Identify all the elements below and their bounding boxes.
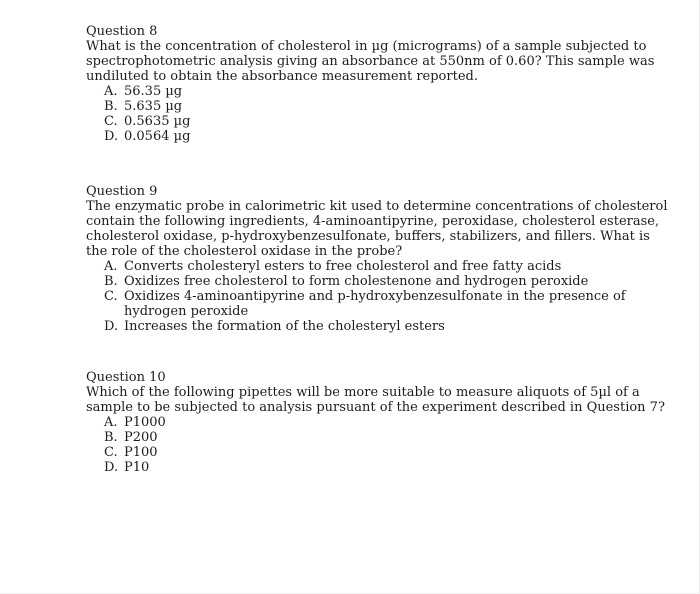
- option-text-line: Oxidizes free cholesterol to form cholestenone and hydrogen peroxide: [124, 274, 589, 289]
- option-text: [124, 114, 190, 129]
- option-text-line: Converts cholesteryl esters to free cholesterol and free fatty acids: [124, 259, 562, 274]
- option-letter: D.: [104, 129, 119, 144]
- option-text: [124, 99, 182, 114]
- question-9: [86, 184, 668, 334]
- answer-option-c: [104, 445, 626, 460]
- answer-option-b: [104, 430, 626, 445]
- answer-option-b: [104, 99, 626, 114]
- option-text-line: Increases the formation of the cholesteryl esters: [124, 319, 445, 334]
- question-text-line: sample to be subjected to analysis pursuant of the experiment described in Question 7?: [86, 400, 665, 415]
- option-text-line: 0.5635 µg: [124, 114, 191, 129]
- option-text: [124, 289, 626, 319]
- option-letter: A.: [104, 259, 118, 274]
- question-text-line: contain the following ingredients, 4-aminoantipyrine, peroxidase, cholesterol esterase,: [86, 214, 660, 229]
- option-letter: D.: [104, 460, 119, 475]
- option-text-line: P100: [124, 445, 158, 460]
- question-10: [86, 370, 665, 475]
- option-text-line: hydrogen peroxide: [124, 304, 249, 319]
- option-letter: B.: [104, 430, 118, 445]
- question-text-line: the role of the cholesterol oxidase in the probe?: [86, 244, 403, 259]
- option-text-line: 56.35 µg: [124, 84, 183, 99]
- answer-option-d: [104, 460, 626, 475]
- question-title: Question 10: [86, 370, 166, 385]
- answer-options: [86, 415, 626, 475]
- option-letter: C.: [104, 114, 118, 129]
- option-text-line: 0.0564 µg: [124, 129, 191, 144]
- question-text-line: The enzymatic probe in calorimetric kit used to determine concentrations of cholesterol: [86, 199, 668, 214]
- question-title: Question 9: [86, 184, 158, 199]
- option-text: [124, 259, 561, 274]
- option-text-line: Oxidizes 4-aminoantipyrine and p-hydroxybenzesulfonate in the presence of: [124, 289, 626, 304]
- option-text: [124, 445, 158, 460]
- question-8: [86, 24, 655, 144]
- answer-options: [86, 259, 626, 334]
- option-letter: A.: [104, 415, 118, 430]
- option-text: [124, 460, 149, 475]
- option-letter: B.: [104, 274, 118, 289]
- option-letter: B.: [104, 99, 118, 114]
- question-text-line: Which of the following pipettes will be more suitable to measure aliquots of 5µl of a: [86, 385, 640, 400]
- option-text: [124, 319, 445, 334]
- option-letter: A.: [104, 84, 118, 99]
- question-text-line: spectrophotometric analysis giving an absorbance at 550nm of 0.60? This sample was: [86, 54, 655, 69]
- option-text: [124, 84, 182, 99]
- question-text: [86, 385, 665, 415]
- question-text: [86, 39, 655, 84]
- option-letter: C.: [104, 289, 118, 304]
- answer-option-d: [104, 129, 626, 144]
- option-text-line: P10: [124, 460, 150, 475]
- answer-option-c: [104, 289, 626, 319]
- option-text-line: 5.635 µg: [124, 99, 183, 114]
- option-text-line: P1000: [124, 415, 166, 430]
- option-text: [124, 129, 190, 144]
- answer-option-d: [104, 319, 626, 334]
- option-text: [124, 430, 158, 445]
- option-letter: C.: [104, 445, 118, 460]
- option-text: [124, 274, 588, 289]
- option-letter: D.: [104, 319, 119, 334]
- answer-options: [86, 84, 626, 144]
- answer-option-b: [104, 274, 626, 289]
- option-text: [124, 415, 166, 430]
- option-text-line: P200: [124, 430, 158, 445]
- question-text-line: cholesterol oxidase, p-hydroxybenzesulfonate, buffers, stabilizers, and fillers. What is: [86, 229, 650, 244]
- answer-option-a: [104, 84, 626, 99]
- answer-option-c: [104, 114, 626, 129]
- answer-option-a: [104, 415, 626, 430]
- question-text: [86, 199, 668, 259]
- question-title: Question 8: [86, 24, 158, 39]
- question-text-line: What is the concentration of cholesterol in µg (micrograms) of a sample subjected to: [86, 39, 647, 54]
- answer-option-a: [104, 259, 626, 274]
- question-text-line: undiluted to obtain the absorbance measurement reported.: [86, 69, 478, 84]
